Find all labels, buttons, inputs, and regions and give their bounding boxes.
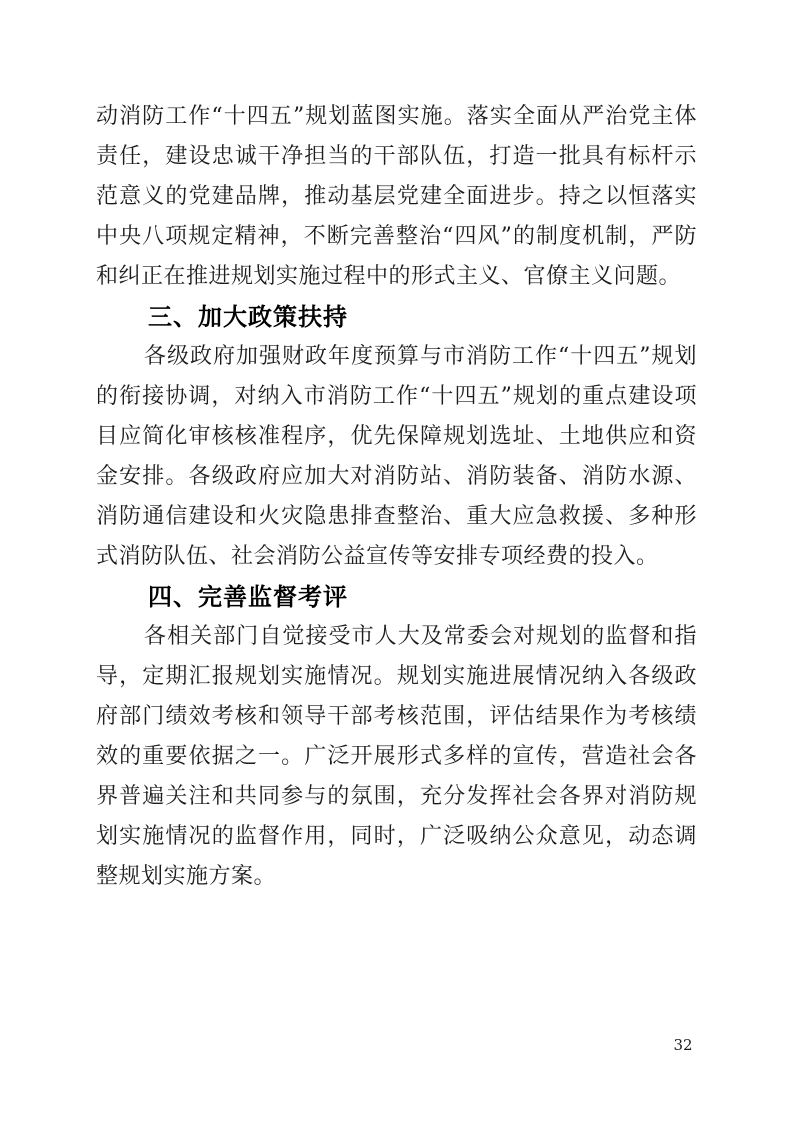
paragraph-continuation: 动消防工作“十四五”规划蓝图实施。落实全面从严治党主体责任，建设忠诚干净担当的干部队伍，打造一批具有标杆示范意义的党建品牌，推动基层党建全面进步。持之以恒落实中央八项规定精神，不断完善整治“四风”的制度机制，严防和纠正在推进规划实施过程中的形式主义、官僚主义问题。: [96, 104, 697, 289]
section-4-paragraph: 各相关部门自觉接受市人大及常委会对规划的监督和指导，定期汇报规划实施情况。规划实施进展情况纳入各级政府部门绩效考核和领导干部考核范围，评估结果作为考核绩效的重要依据之一。广泛开展形式多样的宣传，营造社会各界普遍关注和共同参与的氛围，充分发挥社会各界对消防规划实施情况的监督作用，同时，广泛吸纳公众意见，动态调整规划实施方案。: [96, 624, 697, 889]
section-heading-3: 三、加大政策扶持: [148, 303, 348, 331]
section-3-paragraph: 各级政府加强财政年度预算与市消防工作“十四五”规划的衔接协调，对纳入市消防工作“十四五”规划的重点建设项目应简化审核核准程序，优先保障规划选址、土地供应和资金安排。各级政府应加大对消防站、消防装备、消防水源、消防通信建设和火灾隐患排查整治、重大应急救援、多种形式消防队伍、社会消防公益宣传等安排专项经费的投入。: [96, 344, 697, 569]
section-heading-4: 四、完善监督考评: [148, 583, 348, 611]
page-number: 32: [673, 1036, 693, 1054]
document-body: [96, 97, 697, 897]
